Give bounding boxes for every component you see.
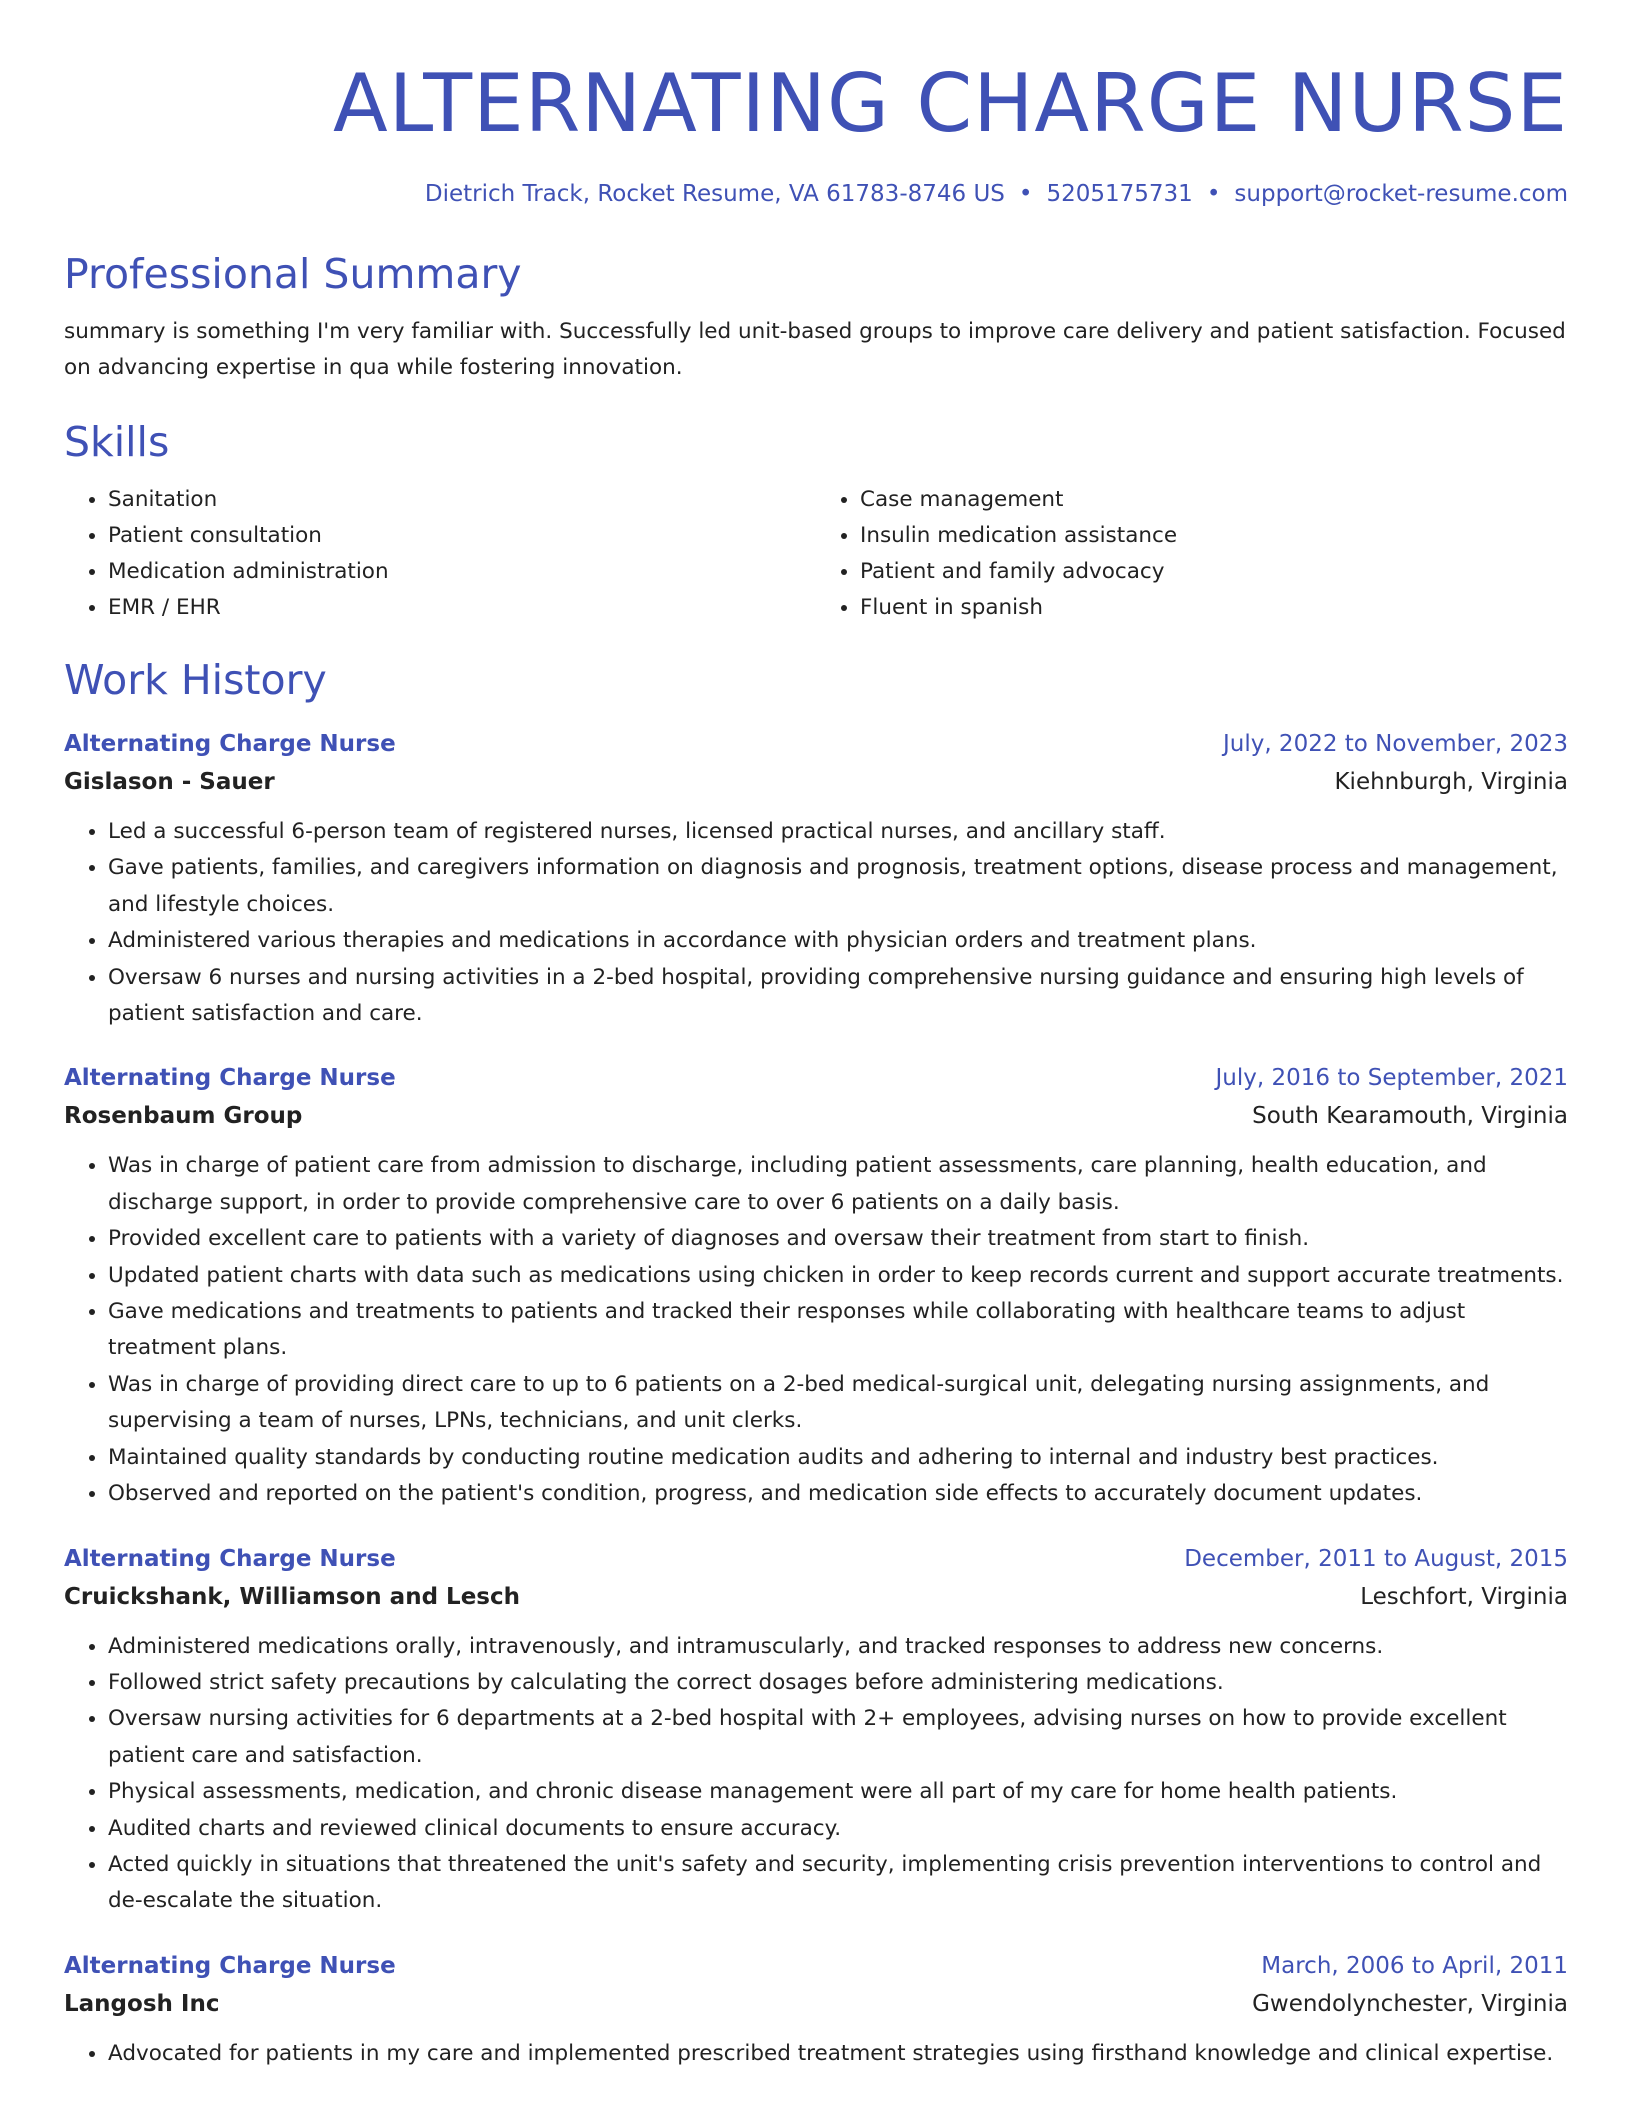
skill-item: • Case management [860, 482, 1568, 518]
contact-line [64, 178, 1568, 210]
candidate-name: ALTERNATING CHARGE NURSE [333, 57, 1568, 150]
job-dates: July, 2022 to November, 2023 [1222, 731, 1568, 757]
contact-address: Dietrich Track, Rocket Resume, VA 61783-8746 US [424, 181, 1005, 207]
job-bullet: • Was in charge of patient care from admission to discharge, including patient assessments, care planning, health education, and discharge support, in order to provide comprehensive care to over 6 patients on a daily basis. [108, 1148, 1568, 1221]
job-location: Gwendolynchester, Virginia [1252, 1990, 1568, 2017]
contact-separator: • [1206, 181, 1221, 207]
job-entry [64, 1541, 1568, 1920]
skill-item: • Sanitation [108, 482, 816, 518]
job-bullets [64, 2036, 1568, 2072]
job-company: Cruickshank, Williamson and Lesch [64, 1583, 520, 1610]
job-location: Kiehnburgh, Virginia [1334, 769, 1568, 795]
skill-item: • Fluent in spanish [860, 590, 1568, 626]
summary-heading: Professional Summary [64, 250, 522, 298]
skills-right-list [816, 482, 1568, 626]
job-bullet: • Oversaw nursing activities for 6 departments at a 2-bed hospital with 2+ employees, advising nurses on how to provide excellent patient care and satisfaction. [108, 1701, 1568, 1774]
skills-left-list [64, 482, 816, 626]
job-bullet: • Gave patients, families, and caregivers information on diagnosis and prognosis, treatment options, disease process and management, and lifestyle choices. [108, 850, 1568, 923]
contact-email: support@rocket-resume.com [1234, 181, 1568, 207]
job-company: Gislason - Sauer [64, 769, 275, 795]
job-bullet: • Audited charts and reviewed clinical documents to ensure accuracy. [108, 1811, 1568, 1847]
job-company: Rosenbaum Group [64, 1103, 303, 1130]
skill-item: • EMR / EHR [108, 590, 816, 626]
job-bullet: • Acted quickly in situations that threatened the unit's safety and security, implementing crisis prevention interventions to control and de-escalate the situation. [108, 1847, 1568, 1920]
skill-item: • Patient consultation [108, 518, 816, 554]
job-bullet: • Oversaw 6 nurses and nursing activities in a 2-bed hospital, providing comprehensive nursing guidance and ensuring high levels of patient satisfaction and care. [108, 960, 1568, 1033]
job-bullet: • Advocated for patients in my care and implemented prescribed treatment strategies using firsthand knowledge and clinical expertise. [108, 2036, 1568, 2072]
job-dates: March, 2006 to April, 2011 [1261, 1952, 1568, 1979]
work-history-heading: Work History [64, 656, 327, 704]
skill-item: • Patient and family advocacy [860, 554, 1568, 590]
job-bullet: • Physical assessments, medication, and chronic disease management were all part of my care for home health patients. [108, 1774, 1568, 1810]
contact-phone: 5205175731 [1046, 181, 1193, 207]
job-title: Alternating Charge Nurse [64, 731, 396, 757]
job-bullet: • Administered medications orally, intravenously, and intramuscularly, and tracked responses to address new concerns. [108, 1629, 1568, 1665]
summary-text: summary is something I'm very familiar with. Successfully led unit-based groups to improve care delivery and patient satisfaction. Focused on advancing expertise in qua while fostering innovation. [64, 319, 1566, 380]
job-title: Alternating Charge Nurse [64, 1545, 396, 1572]
job-bullet: • Maintained quality standards by conducting routine medication audits and adhering to internal and industry best practices. [108, 1440, 1568, 1476]
job-bullets [64, 814, 1568, 1032]
job-entry [64, 1060, 1568, 1512]
job-bullet: • Administered various therapies and medications in accordance with physician orders and treatment plans. [108, 923, 1568, 959]
resume-page [64, 0, 1568, 2072]
job-bullet: • Was in charge of providing direct care to up to 6 patients on a 2-bed medical-surgical unit, delegating nursing assignments, and supervising a team of nurses, LPNs, technicians, and unit clerks. [108, 1367, 1568, 1440]
job-bullets [64, 1629, 1568, 1920]
job-bullet: • Observed and reported on the patient's condition, progress, and medication side effects to accurately document updates. [108, 1476, 1568, 1512]
job-bullet: • Updated patient charts with data such as medications using chicken in order to keep records current and support accurate treatments. [108, 1258, 1568, 1294]
skills-columns [64, 482, 1568, 626]
job-dates: July, 2016 to September, 2021 [1215, 1065, 1568, 1092]
skill-item: • Medication administration [108, 554, 816, 590]
job-bullet: • Followed strict safety precautions by calculating the correct dosages before administering medications. [108, 1665, 1568, 1701]
job-bullets [64, 1148, 1568, 1512]
job-title: Alternating Charge Nurse [64, 1065, 396, 1092]
job-location: Leschfort, Virginia [1360, 1583, 1568, 1610]
skills-heading: Skills [64, 418, 170, 466]
skill-item: • Insulin medication assistance [860, 518, 1568, 554]
job-title: Alternating Charge Nurse [64, 1952, 396, 1979]
job-dates: December, 2011 to August, 2015 [1184, 1545, 1568, 1572]
job-bullet: • Led a successful 6-person team of registered nurses, licensed practical nurses, and ancillary staff. [108, 814, 1568, 850]
contact-separator: • [1018, 181, 1033, 207]
job-company: Langosh Inc [64, 1990, 220, 2017]
job-location: South Kearamouth, Virginia [1252, 1103, 1568, 1130]
job-bullet: • Gave medications and treatments to patients and tracked their responses while collaborating with healthcare teams to adjust treatment plans. [108, 1294, 1568, 1367]
job-entry [64, 1948, 1568, 2072]
job-bullet: • Provided excellent care to patients with a variety of diagnoses and oversaw their treatment from start to finish. [108, 1221, 1568, 1257]
job-entry [64, 726, 1568, 1032]
